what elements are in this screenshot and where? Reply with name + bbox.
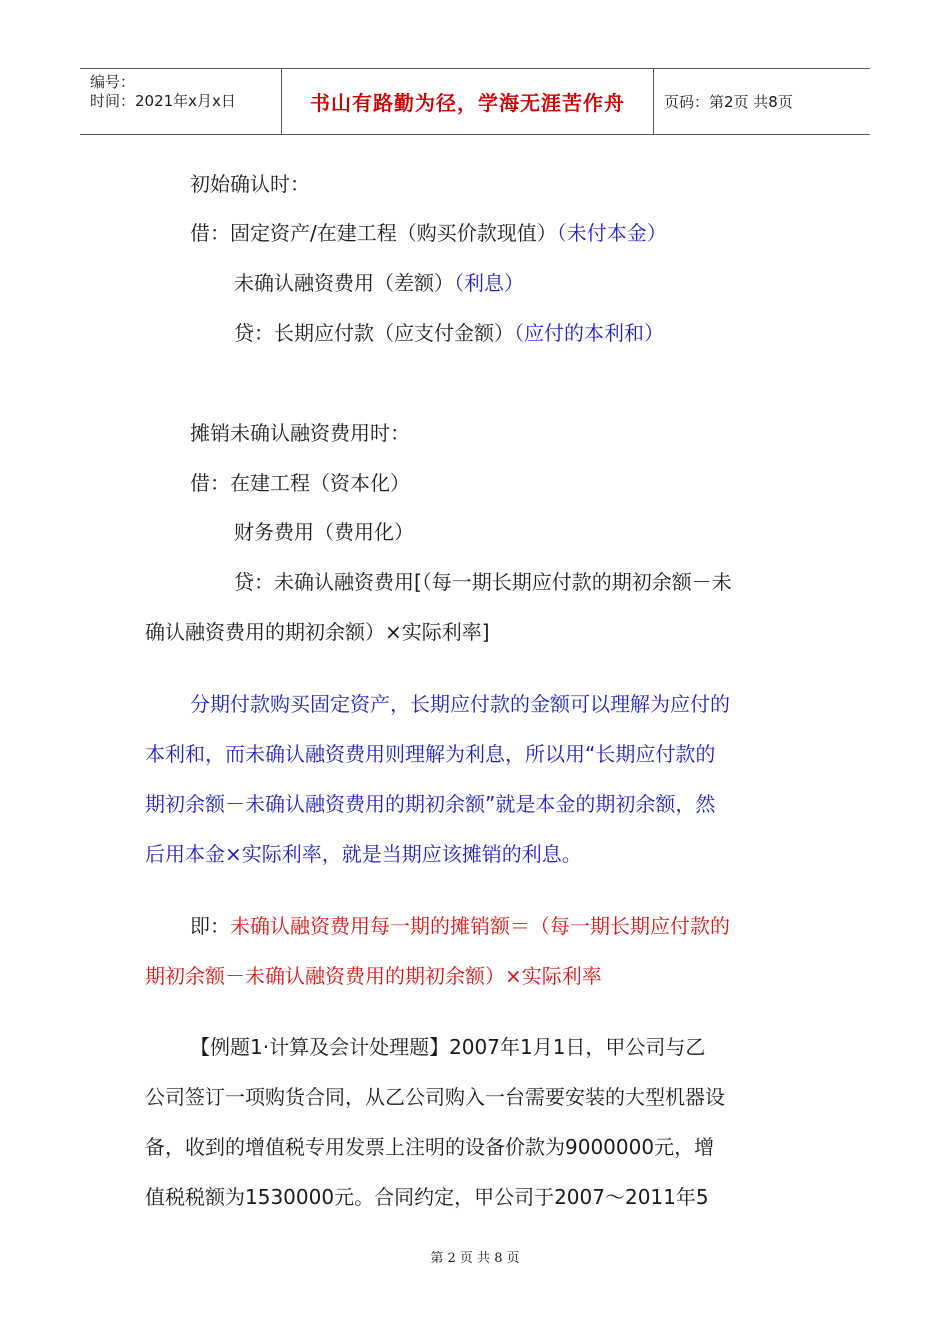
- amortize-credit-line-2: 确认融资费用的期初余额）×实际利率]: [145, 620, 490, 644]
- formula-text-1: 未确认融资费用每一期的摊销额＝（每一期长期应付款的: [230, 914, 730, 938]
- initial-heading: 初始确认时：: [190, 172, 310, 196]
- example-line-4: 值税税额为1530000元。合同约定，甲公司于2007～2011年5: [145, 1185, 709, 1209]
- example-line-3: 备，收到的增值税专用发票上注明的设备价款为9000000元，增: [145, 1135, 715, 1159]
- header-motto: 书山有路勤为径，学海无涯苦作舟: [282, 69, 654, 134]
- amortize-credit-line-1: 贷：未确认融资费用[（每一期长期应付款的期初余额－未: [234, 570, 732, 594]
- initial-debit-1: [190, 219, 667, 247]
- example-line-2: 公司签订一项购货合同，从乙公司购入一台需要安装的大型机器设: [145, 1085, 725, 1109]
- doc-time-label: 时间：2021年x月x日: [90, 92, 236, 110]
- amortize-heading: 摊销未确认融资费用时：: [190, 421, 410, 445]
- doc-code-label: 编号：: [90, 73, 136, 91]
- page-footer: 第 2 页 共 8 页: [430, 1251, 520, 1266]
- example-line-1: 【例题1·计算及会计处理题】2007年1月1日，甲公司与乙: [190, 1035, 706, 1059]
- amortize-debit-1: 借：在建工程（资本化）: [190, 471, 410, 495]
- explain-line-1: 分期付款购买固定资产，长期应付款的金额可以理解为应付的: [190, 692, 730, 716]
- formula-line-1: [190, 912, 730, 940]
- initial-debit-1-text: 借：固定资产/在建工程（购买价款现值）: [190, 221, 557, 245]
- amortize-debit-2: 财务费用（费用化）: [234, 520, 414, 544]
- page-header: [80, 68, 870, 135]
- initial-credit-text: 贷：长期应付款（应支付金额）: [234, 321, 514, 345]
- initial-debit-1-note: （未付本金）: [556, 221, 667, 245]
- explain-line-2: 本利和，而未确认融资费用则理解为利息，所以用“长期应付款的: [145, 742, 716, 766]
- initial-debit-2: [234, 269, 524, 297]
- explain-line-3: 期初余额－未确认融资费用的期初余额”就是本金的期初余额，然: [145, 792, 716, 816]
- initial-debit-2-note: （利息）: [454, 271, 524, 295]
- formula-prefix: 即：: [190, 914, 230, 938]
- initial-credit-note: （应付的本利和）: [514, 321, 664, 345]
- initial-credit: [234, 319, 664, 347]
- header-meta: [80, 69, 282, 134]
- explain-line-4: 后用本金×实际利率，就是当期应该摊销的利息。: [145, 842, 582, 866]
- initial-debit-2-text: 未确认融资费用（差额）: [234, 271, 454, 295]
- header-page-info: 页码：第2页 共8页: [664, 93, 793, 111]
- formula-line-2: 期初余额－未确认融资费用的期初余额）×实际利率: [145, 964, 602, 988]
